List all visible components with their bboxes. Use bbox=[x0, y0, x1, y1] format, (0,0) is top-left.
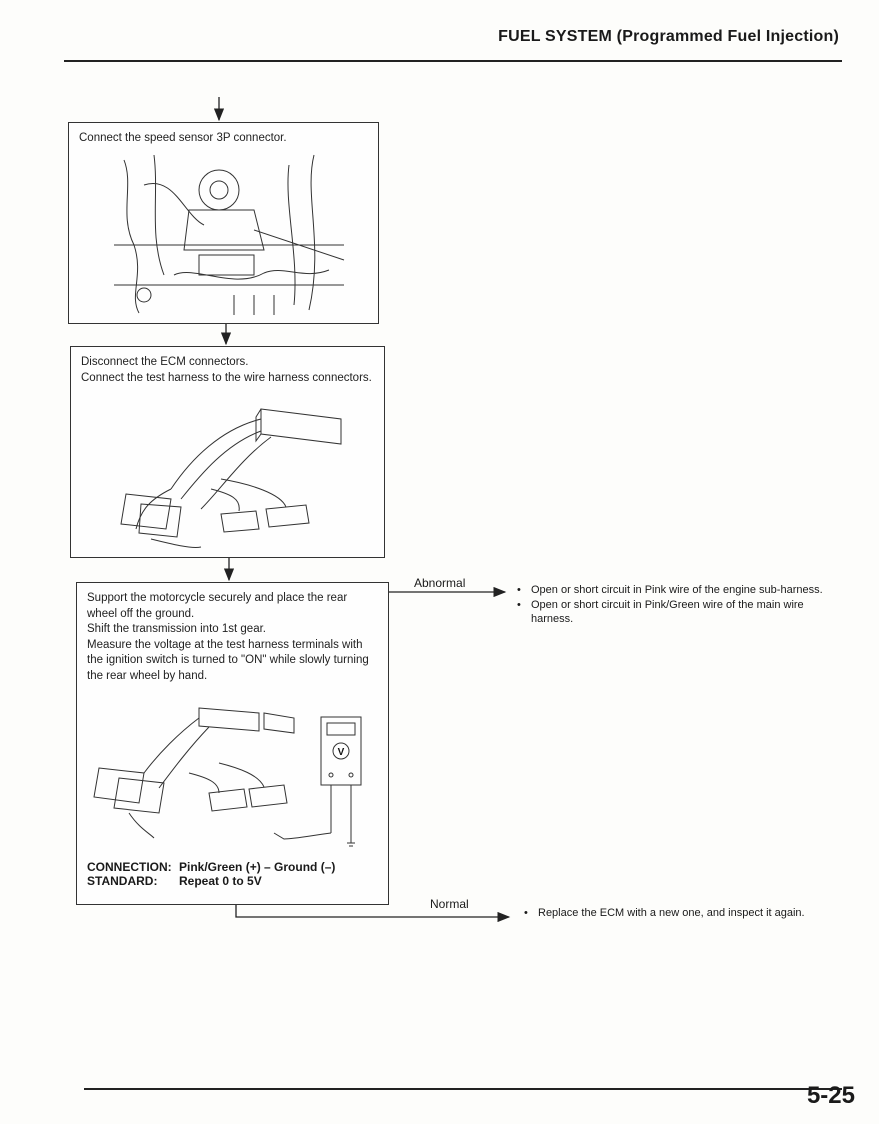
step2-box bbox=[70, 346, 385, 558]
abnormal-result-2: • Open or short circuit in Pink/Green wire of the main wire harness. bbox=[517, 598, 837, 627]
step1-box bbox=[68, 122, 379, 324]
test-harness-illustration bbox=[111, 399, 361, 549]
normal-label: Normal bbox=[430, 897, 469, 911]
abnormal-label: Abnormal bbox=[414, 576, 466, 590]
standard-value: Repeat 0 to 5V bbox=[179, 874, 262, 888]
step3-line-1: Support the motorcycle securely and place the rear wheel off the ground. bbox=[87, 592, 348, 620]
step3-specs bbox=[87, 860, 335, 888]
page-header-title: FUEL SYSTEM (Programmed Fuel Injection) bbox=[498, 28, 839, 45]
step2-line-2: Connect the test harness to the wire harness connectors. bbox=[81, 371, 372, 384]
connection-label: CONNECTION: bbox=[87, 860, 172, 874]
voltage-measurement-illustration bbox=[99, 693, 369, 858]
connection-value: Pink/Green (+) – Ground (–) bbox=[179, 860, 336, 874]
step3-box bbox=[76, 582, 389, 905]
step3-instructions bbox=[77, 583, 388, 684]
standard-spec bbox=[87, 874, 335, 888]
normal-result-1: • Replace the ECM with a new one, and inspect it again. bbox=[524, 906, 839, 921]
step2-instructions bbox=[71, 347, 384, 386]
step3-line-3: Measure the voltage at the test harness terminals with the ignition switch is turned to "ON" while slowly turning the rear wheel by hand. bbox=[87, 638, 369, 682]
page-number: 5-25 bbox=[806, 1082, 855, 1109]
normal-results bbox=[524, 906, 839, 921]
step1-instruction: Connect the speed sensor 3P connector. bbox=[79, 132, 287, 144]
abnormal-results bbox=[517, 583, 837, 627]
standard-label: STANDARD: bbox=[87, 874, 158, 888]
voltmeter-symbol: V bbox=[337, 747, 345, 758]
step3-line-2: Shift the transmission into 1st gear. bbox=[87, 623, 266, 635]
connection-spec bbox=[87, 860, 335, 874]
step2-line-1: Disconnect the ECM connectors. bbox=[81, 356, 249, 368]
footer-rule bbox=[84, 1088, 842, 1090]
abnormal-result-1: • Open or short circuit in Pink wire of the engine sub-harness. bbox=[517, 583, 837, 598]
speed-sensor-connector-illustration bbox=[114, 155, 344, 315]
